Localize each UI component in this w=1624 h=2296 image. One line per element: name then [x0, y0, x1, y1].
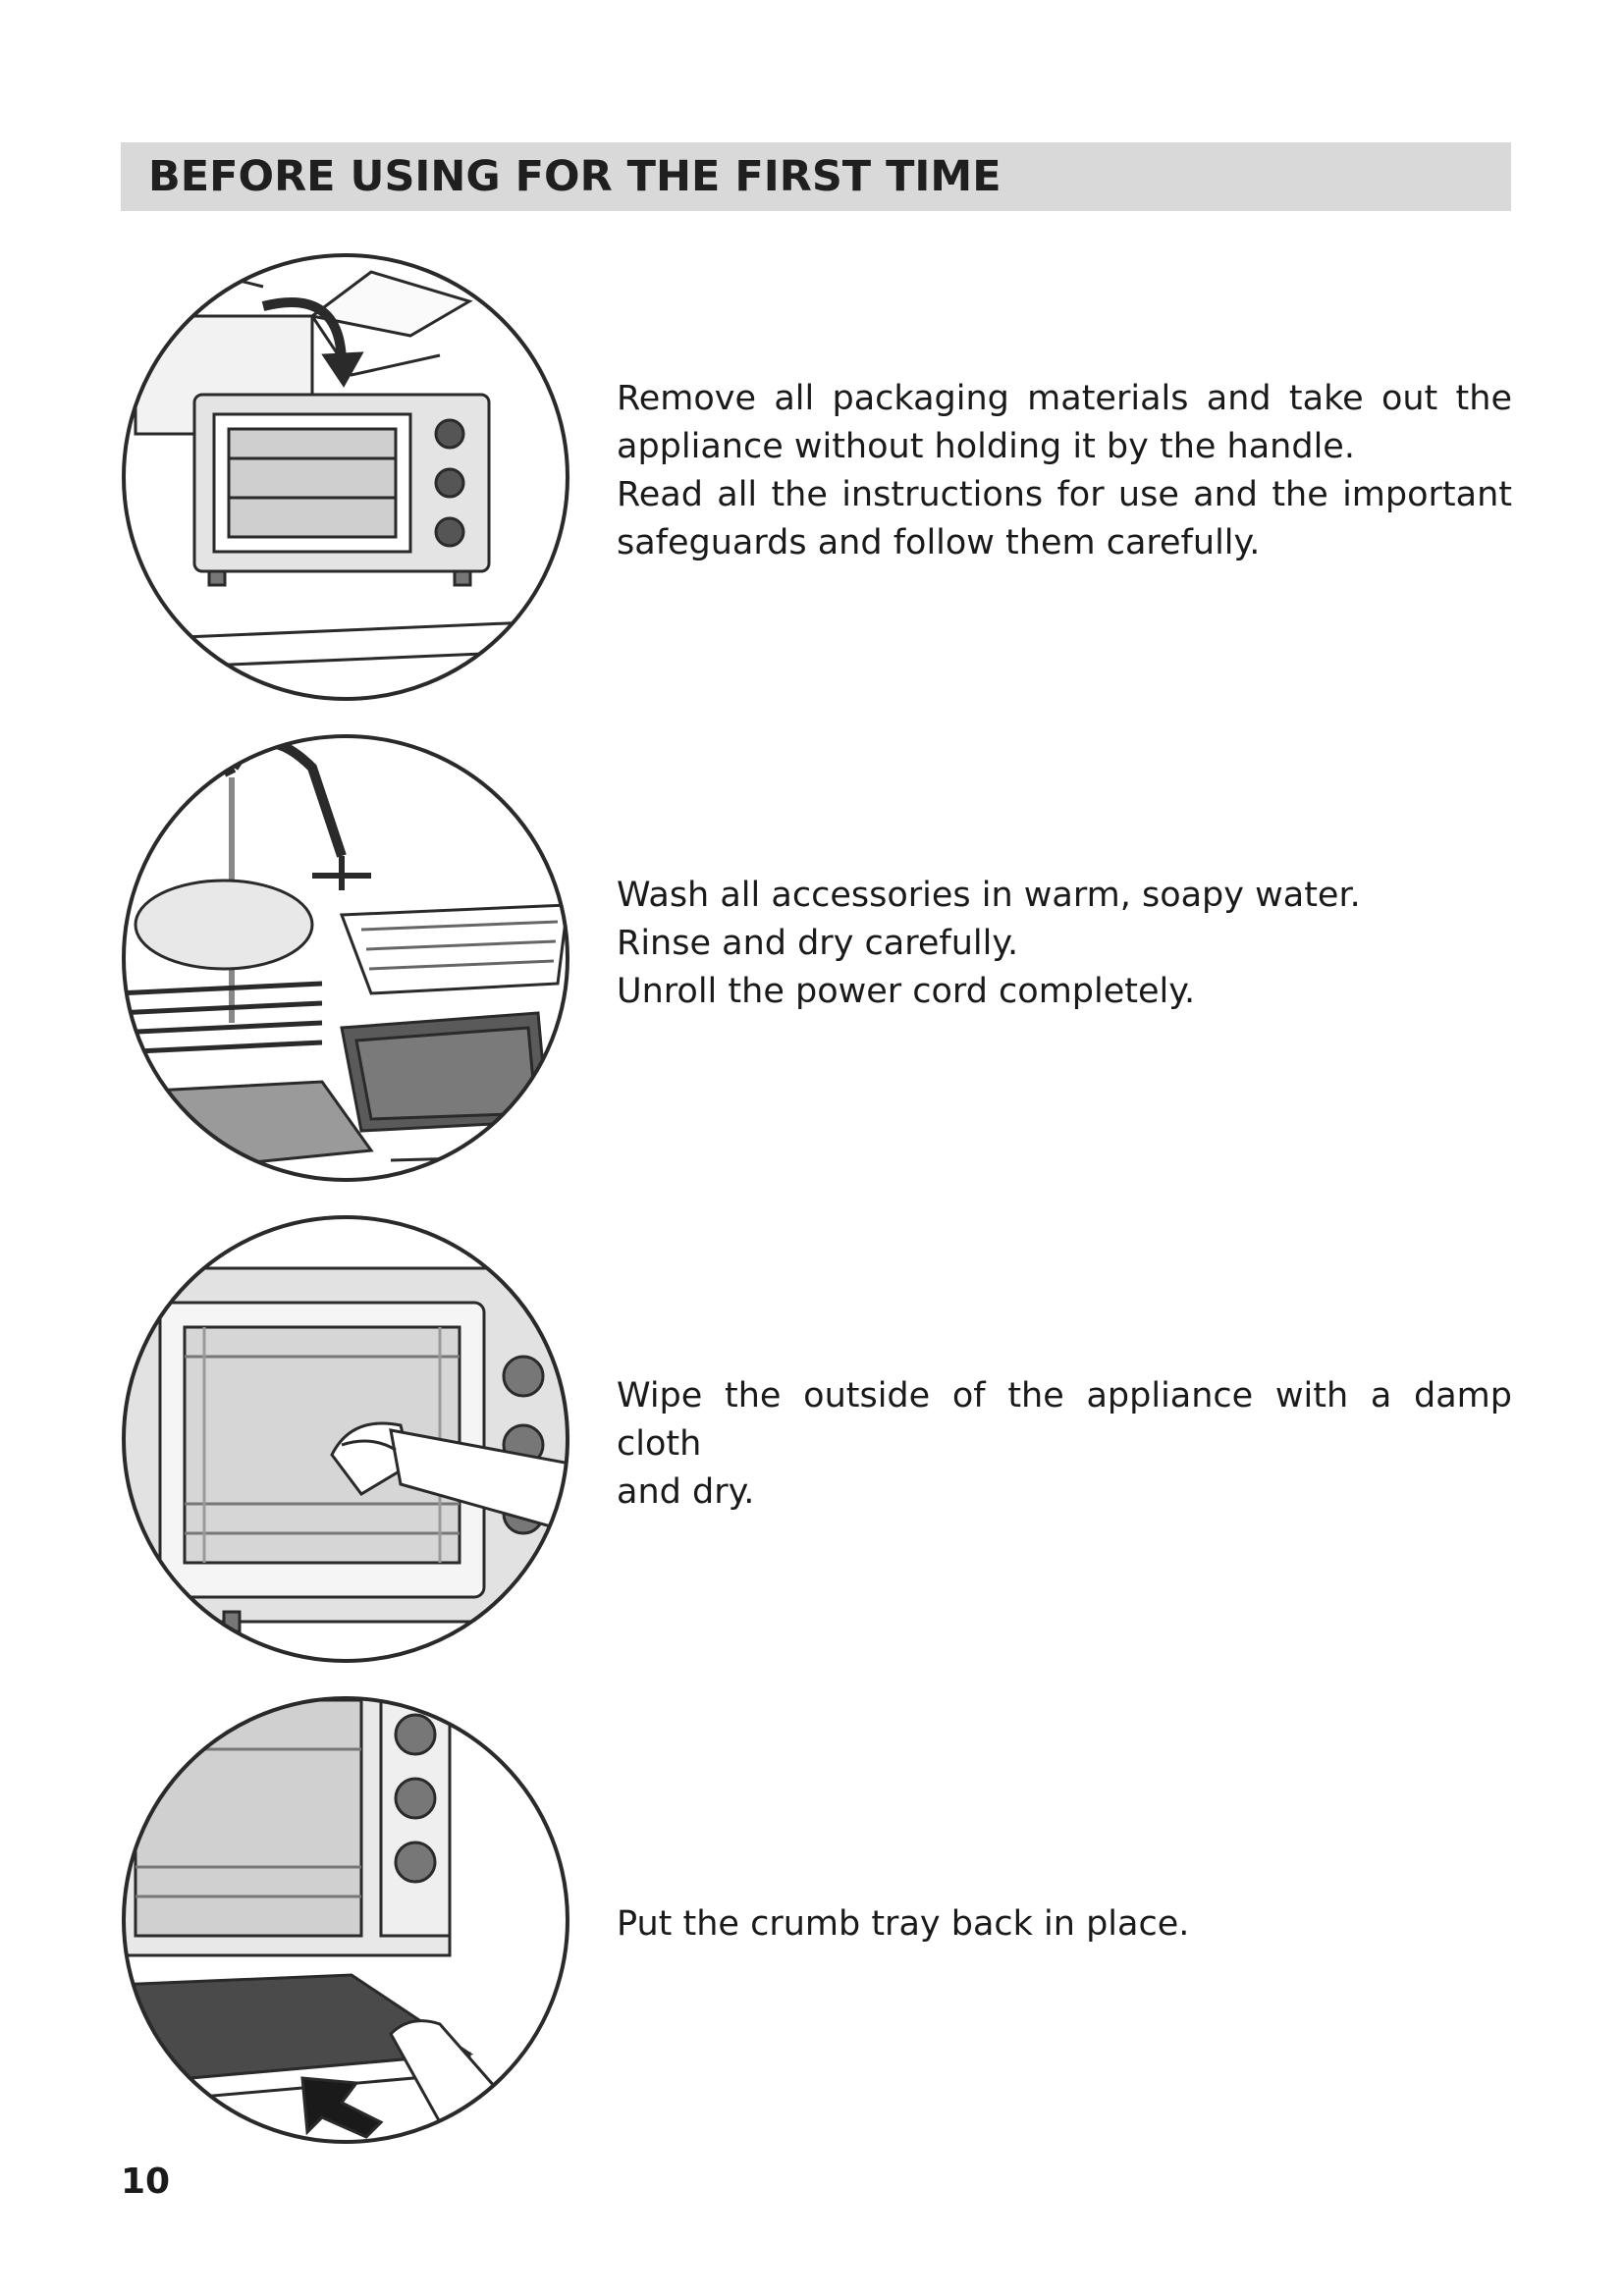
step-2-line-1: Wash all accessories in warm, soapy water.	[617, 876, 1361, 915]
step-3-line-1: Wipe the outside of the appliance with a damp cloth	[617, 1376, 1512, 1464]
step-3-line-2: and dry.	[617, 1472, 755, 1512]
section-title: BEFORE USING FOR THE FIRST TIME	[148, 152, 1001, 201]
step-1-line-1: Remove all packaging materials and take out the	[617, 379, 1512, 418]
crumb-tray-illustration	[116, 1690, 575, 2150]
step-2-line-2: Rinse and dry carefully.	[617, 924, 1019, 963]
step-4-text	[617, 1900, 1512, 1949]
step-2-text	[617, 872, 1512, 1016]
step-3-text	[617, 1372, 1512, 1517]
step-1-text	[617, 375, 1512, 567]
page-number: 10	[121, 2162, 171, 2202]
step-1-line-3: Read all the instructions for use and the important	[617, 475, 1512, 514]
step-2-line-3: Unroll the power cord completely.	[617, 972, 1196, 1011]
step-4-line-1: Put the crumb tray back in place.	[617, 1904, 1190, 1944]
washing-accessories-illustration	[116, 728, 575, 1188]
step-1-line-2: appliance without holding it by the handle.	[617, 427, 1355, 466]
wiping-oven-illustration	[116, 1209, 575, 1669]
unboxing-oven-illustration	[116, 247, 575, 707]
step-1-line-4: safeguards and follow them carefully.	[617, 523, 1261, 562]
section-header	[121, 142, 1511, 211]
